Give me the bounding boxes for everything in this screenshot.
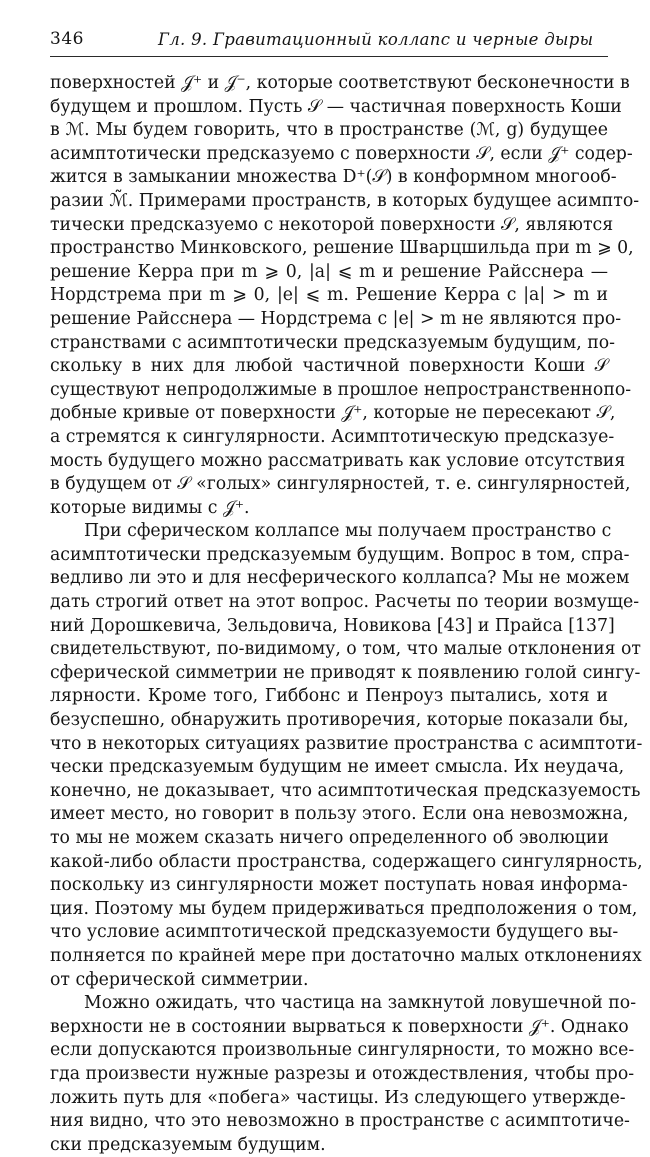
text-line: будущем и прошлом. Пусть 𝒮 — частичная поверхность Коши	[50, 96, 622, 117]
text-line: асимптотически предсказуемо с поверхности 𝒮, если 𝒥⁺ содер-	[50, 143, 633, 164]
running-head: Гл. 9. Гравитационный коллапс и черные дыры	[158, 30, 594, 49]
text-line: в ℳ. Мы будем говорить, что в пространстве (ℳ, g) будущее	[50, 120, 608, 141]
text-line: если допускаются произвольные сингулярности, то можно все-	[50, 1040, 635, 1061]
text-line: сферической симметрии не приводят к появлению голой сингу-	[50, 662, 641, 683]
text-line: ски предсказуемым будущим.	[50, 1134, 326, 1155]
header-rule	[50, 56, 608, 57]
text-line: что в некоторых ситуациях развитие пространства с асимптоти-	[50, 733, 643, 754]
text-line: имеет место, но говорит в пользу этого. Если она невозможна,	[50, 804, 629, 825]
text-line: странствами с асимптотически предсказуемым будущим, по-	[50, 332, 615, 353]
text-line: решение Райсснера — Нордстрема с |e| > m не являются про-	[50, 308, 622, 329]
text-line: ложить путь для «побега» частицы. Из следующего утвержде-	[50, 1087, 626, 1108]
text-line: разии ℳ̃. Примерами пространств, в которых будущее асимпто-	[50, 190, 640, 211]
paragraph	[50, 992, 637, 1157]
text-line: пространство Минковского, решение Шварцшильда при m ⩾ 0,	[50, 238, 634, 259]
text-line: свидетельствуют, по-видимому, о том, что малые отклонения от	[50, 639, 641, 660]
text-line: а стремятся к сингулярности. Асимптотическую предсказуе-	[50, 426, 615, 447]
text-line: скольку в них для любой частичной поверхности Коши 𝒮	[50, 356, 608, 377]
text-line: асимптотически предсказуемым будущим. Вопрос в том, спра-	[50, 544, 630, 565]
text-line: мость будущего можно рассматривать как условие отсутствия	[50, 450, 626, 471]
text-line: добные кривые от поверхности 𝒥⁺, которые не пересекают 𝒮,	[50, 403, 616, 424]
text-line: жится в замыкании множества D⁺(𝒮) в конформном многооб-	[50, 167, 617, 188]
text-line: безуспешно, обнаружить противоречия, которые показали бы,	[50, 710, 629, 731]
body-text	[50, 72, 643, 1157]
text-line: гда произвести нужные разрезы и отождествления, чтобы про-	[50, 1063, 635, 1084]
text-line: поскольку из сингулярности может поступать новая информа-	[50, 875, 628, 896]
paragraph	[50, 520, 643, 992]
text-line: дать строгий ответ на этот вопрос. Расчеты по теории возмуще-	[50, 592, 640, 613]
text-line: чески предсказуемым будущим не имеет смысла. Их неудача,	[50, 757, 625, 778]
text-line: что условие асимптотической предсказуемости будущего вы-	[50, 922, 619, 943]
text-line: тически предсказуемо с некоторой поверхности 𝒮, являются	[50, 214, 614, 235]
text-line: ния видно, что это невозможно в пространстве с асимптотиче-	[50, 1111, 630, 1132]
text-line: лярности. Кроме того, Гиббонс и Пенроуз пытались, хотя и	[50, 686, 608, 707]
text-line: верхности не в состоянии вырваться к поверхности 𝒥⁺. Однако	[50, 1016, 629, 1037]
text-line: то мы не можем сказать ничего определенного об эволюции	[50, 828, 609, 848]
text-line: существуют непродолжимые в прошлое непространственнопо-	[50, 379, 632, 400]
page-header	[50, 29, 610, 53]
text-line: Нордстрема при m ⩾ 0, |e| ⩽ m. Решение Керра с |a| > m и	[50, 285, 608, 306]
text-line: которые видимы с 𝒥⁺.	[50, 497, 250, 518]
text-line: ний Дорошкевича, Зельдовича, Новикова [43] и Прайса [137]	[50, 615, 615, 636]
text-line: решение Керра при m ⩾ 0, |a| ⩽ m и решение Райсснера —	[50, 261, 608, 282]
text-line: ция. Поэтому мы будем придерживаться предположения о том,	[50, 898, 638, 919]
text-line: конечно, не доказывает, что асимптотическая предсказуемость	[50, 780, 641, 801]
page-number: 346	[50, 29, 84, 49]
text-line: в будущем от 𝒮 «голых» сингулярностей, т. е. сингулярностей,	[50, 474, 631, 495]
text-line: от сферической симметрии.	[50, 969, 309, 990]
text-line: ведливо ли это и для несферического коллапса? Мы не можем	[50, 568, 630, 589]
text-line: Можно ожидать, что частица на замкнутой ловушечной по-	[84, 993, 637, 1014]
paragraph	[50, 72, 640, 520]
text-line: какой-либо области пространства, содержащего сингулярность,	[50, 851, 643, 872]
text-line: поверхностей 𝒥⁺ и 𝒥⁻, которые соответствуют бесконечности в	[50, 73, 630, 93]
text-line: При сферическом коллапсе мы получаем пространство с	[84, 521, 612, 542]
text-line: полняется по крайней мере при достаточно малых отклонениях	[50, 945, 642, 966]
